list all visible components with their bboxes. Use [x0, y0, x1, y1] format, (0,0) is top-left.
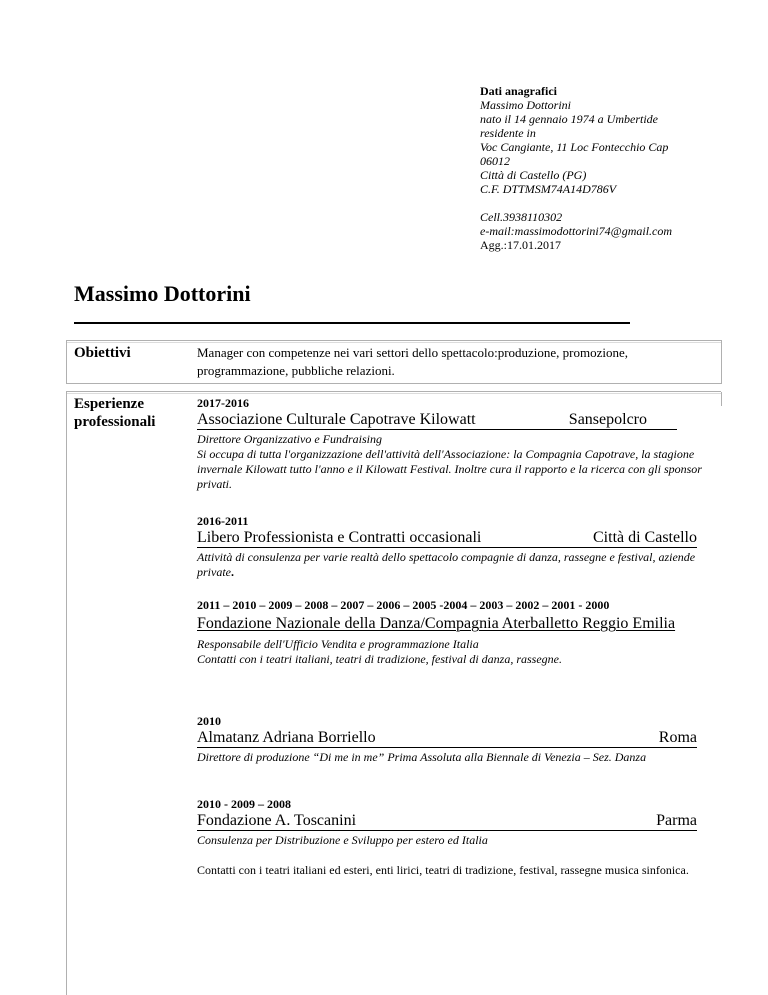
email-address: e-mail:massimodottorini74@gmail.com	[480, 224, 673, 238]
title-divider	[74, 322, 630, 324]
personal-line: Città di Castello (PG)	[480, 168, 587, 182]
entry-role: Consulenza per Distribuzione e Sviluppo per estero ed Italia	[197, 833, 488, 847]
experience-label: Esperienze professionali	[74, 396, 156, 430]
experience-entry	[197, 714, 719, 765]
entry-org: Associazione Culturale Capotrave Kilowatt	[197, 411, 476, 428]
entry-role: Direttore di produzione “Di me in me” Prima Assoluta alla Biennale di Venezia – Sez. Danza	[197, 750, 647, 764]
entry-years: 2010 - 2009 – 2008	[197, 797, 291, 811]
objectives-section	[66, 340, 722, 384]
experience-entry	[197, 514, 719, 580]
entry-org-row	[197, 410, 677, 430]
personal-heading: Dati anagrafici	[480, 84, 557, 98]
entry-org: Fondazione A. Toscanini	[197, 812, 357, 829]
entry-years: 2011 – 2010 – 2009 – 2008 – 2007 – 2006 – 2005 -2004 – 2003 – 2002 – 2001 - 2000	[197, 598, 610, 612]
entry-years: 2010	[197, 714, 221, 728]
entry-org: Libero Professionista e Contratti occasionali	[197, 529, 482, 546]
entry-years: 2017-2016	[197, 396, 249, 410]
experience-section	[66, 391, 721, 995]
entry-role: Responsabile dell'Ufficio Vendita e programmazione Italia	[197, 637, 479, 651]
entry-city: Città di Castello	[593, 529, 697, 546]
experience-entry	[197, 797, 719, 878]
entry-description: Si occupa di tutta l'organizzazione dell'attività dell'Associazione: la Compagnia Capotrave, la stagione invernale Kilowatt tutto l'anno e il Kilowatt Festival. Inoltre cura il rapporto e la ricerca con gli sponsor privati.	[197, 447, 702, 491]
personal-line: residente in	[480, 126, 536, 140]
objectives-text: Manager con competenze nei vari settori dello spettacolo:produzione, promozione, programmazione, pubbliche relazioni.	[197, 345, 629, 378]
entry-description: Contatti con i teatri italiani ed esteri, enti lirici, teatri di tradizione, festival, rassegne musica sinfonica.	[197, 863, 689, 877]
entry-role: Direttore Organizzativo e Fundraising	[197, 432, 382, 446]
personal-line: Massimo Dottorini	[480, 98, 572, 112]
personal-line: 06012	[480, 154, 510, 168]
entry-org-row	[197, 728, 697, 748]
experience-entry	[197, 396, 719, 492]
objectives-label: Obiettivi	[74, 345, 131, 361]
entry-org-row	[197, 811, 697, 831]
entry-years: 2016-2011	[197, 514, 249, 528]
page-title: Massimo Dottorini	[74, 281, 251, 306]
entry-city: Sansepolcro	[568, 411, 647, 428]
entry-city: Parma	[656, 812, 697, 829]
entry-description: Attività di consulenza per varie realtà dello spettacolo compagnie di danza, rassegne e festival, aziende private.	[197, 550, 696, 579]
phone-number: Cell.3938110302	[480, 210, 563, 224]
update-date: Agg.:17.01.2017	[480, 238, 561, 252]
entry-org: Fondazione Nazionale della Danza/Compagnia Aterballetto Reggio Emilia	[197, 615, 676, 632]
personal-line: C.F. DTTMSM74A14D786V	[480, 182, 617, 196]
entry-org: Almatanz Adriana Borriello	[197, 729, 376, 746]
experience-entry	[197, 598, 719, 667]
entry-city: Roma	[658, 729, 697, 746]
personal-line: Voc Cangiante, 11 Loc Fontecchio Cap	[480, 140, 669, 154]
personal-line: nato il 14 gennaio 1974 a Umbertide	[480, 112, 658, 126]
personal-data-block	[480, 84, 750, 252]
entry-org-row	[197, 528, 697, 548]
entry-description: Contatti con i teatri italiani, teatri di tradizione, festival di danza, rassegne.	[197, 652, 562, 666]
